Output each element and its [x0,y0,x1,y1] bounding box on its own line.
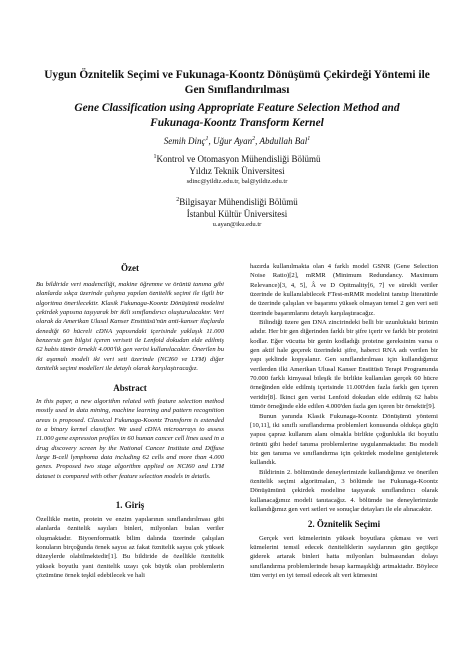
right-column [250,262,438,580]
section-1-heading: 1. Giriş [115,500,145,510]
author-3-affil: 1 [307,136,311,142]
author-1: Semih Dinç [163,136,206,146]
author-2-affil: 2 [252,136,256,142]
paragraph: Bildirinin 2. bölümünde deneylerimizde kullandığımız ve önerilen öznitelik seçimi algoritmaları, 3 bölümde ise Fukunaga-Koontz Dönüşümünü çekirdek modeline taşıyarak sınıflandırıcı olarak kullanacağımız modeli tanıtacağız. 4. bölümde ise deneylerimizde kullandığımız gen veri setleri ve sonuçlar detayları ile ele alınacaktır. [250,468,438,513]
ozet-text: Bu bildiride veri madenciliği, makine öğrenme ve örüntü tanıma gibi alanlarda sıkça üzerinde çalışma yapılan öznitelik seçimi ile ilgili bir algoritma önerilecektir. Klasik Fukunaga-Koontz Dönüşümü modelini çekirdek yapısına taşıyarak bir ikili sınıflandırıcı oluşturulacaktır. Veri olarak da Amerikan Ulusal Kanser Enstitüsü'nün anti-kanser ilaçlarda denediği 60 hücreli cDNA yapısındaki içerisinde yaklaşık 11.000 benzersiz gen bilgisi içeren veriseti ile Lenfoid dokudan elde edilmiş 62 habis tümör örnekli 4.000'lik gen verisi kullanılacaktır. Önerilen bu iki aşamalı modeli iki veri seti üzerinde (NCI60 ve LYM) diğer öznitelik seçimi modelleri ile detaylı olarak karşılaştıracağız. [36,281,224,373]
title-turkish [0,68,474,98]
affiliation-2-marker: 2 [176,197,180,203]
ozet-heading: Özet [121,263,139,273]
affiliation-1-marker: 1 [153,154,157,160]
affiliation-1 [0,153,474,186]
title-turkish-line2: Gen Sınıflandırılması [184,84,290,96]
paragraph: Bilindiği üzere gen DNA zincirindeki belli bir uzunluktaki birimin adıdır. Her bir gen diğerinden farklı bir şifre içerir ve farklı bir proteini kodlar. Eğer vücutta bir genin kodladığı proteine gereksinim varsa o gen aktif hale geçerek üzerindeki şifre, haberci RNA adı verilen bir yapı şeklinde kopyalanır. Gen sınıflandırılması için kullandığımız verilerden ilki Amerikan Ulusal Kanser Enstitüsü Terapi Programında 70.000 farklı kimyasal bileşik ile birlikte kullanılan gerçek 60 hücre örneğinden elde edilmiş içerisinde 11.000'den fazla farklı gen içeren veridir[8]. İkinci gen verisi Lenfoid dokudan elde edilmiş 62 habis tümör örneğinde elde edilen 4.000'den fazla gen içeren bir örnektir[9]. [250,319,438,411]
abstract-text: In this paper, a new algorithm related with feature selection method mostly used in data mining, machine learning and pattern recognition areas is proposed. Classical Fukunaga-Koontz Transform is extended to a binary kernel classifier. We used cDNA microarrays to assess 11.000 gene expression profiles in 60 human cancer cell lines used in a drug discovery screen by the National Cancer Institute and Diffuse large B-cell lymphoma data including 62 cells and more than 4.000 genes. Proposed two stage algorithm applied on NCI60 and LYM dataset is compared with other feature selection models in details. [36,398,224,480]
section-2-heading: 2. Öznitelik Seçimi [307,519,381,530]
author-3: Abdullah Bal [259,136,308,146]
paragraph: hazırda kullanılmakta olan 4 farklı model GSNR (Gene Selection Noise Ratio)[2], mRMR (Minimum Redundancy. Maximum Relevance)[3, 4, 5], Â ve D Opitmality[6, 7] ve sürekli veriler üzerinde de kullanılabilecek FTest-mRMR modelini tanıtıp literatürde de üzerinde çalışılan ve başarımı yüksek olmayan temel 2 gen veri seti üzerinde başarımlarını detaylı karşılaştıracağız. [250,263,438,317]
section-1-text: Özellikle metin, protein ve enzim yapılarının sınıflandırılması gibi alanlarda öznitelik sayıları binleri, milyonları bulan veriler oluşmaktadır. Biyoenformatik bilim dalında üzerinde çalışılan konuların birçoğunda örnek sayısı az fakat öznitelik sayısı çok yüksek düzeylerde olabilmektedir[1]. Bu bildiride de özellikle öznitelik yüksek boyutlu yani öznitelik uzayı çok büyük olan problemlerin çözümüne örnek teşkil edebilecek ve hali [36,516,224,580]
title-english-line2: Fukunaga-Koontz Transform Kernel [150,117,324,129]
affiliation-1-dept: Kontrol ve Otomasyon Mühendisliği Bölümü [156,154,321,164]
affiliation-2-univ: İstanbul Kültür Üniversitesi [186,209,288,219]
affiliation-1-emails: sdinc@yildiz.edu.tr, bal@yildiz.edu.tr [186,178,288,185]
affiliation-2 [0,196,474,229]
author-sep: , [208,136,214,146]
author-sep: , [255,136,260,146]
title-english-line1: Gene Classification using Appropriate Feature Selection Method and [74,102,400,114]
author-1-affil: 1 [205,136,209,142]
abstract-heading: Abstract [113,383,147,393]
title-turkish-line1: Uygun Öznitelik Seçimi ve Fukunaga-Koontz Dönüşümü Çekirdeği Yöntemi ile [44,69,430,81]
title-english [0,101,474,131]
paragraph: Gerçek veri kümelerinin yüksek boyutlara çıkması ve veri kümelerini temsil edecek özniteliklerin sayılarının gün geçtikçe giderek artarak binleri hatta milyonları bulmasından dolayı sınıflandırma problemlerinde hesap karmaşıklığı artmaktadır. Böylece tüm veriyi en iyi temsil edecek alt veri kümesini [250,534,438,579]
author-list [0,136,474,146]
paragraph: Bunun yanında Klasik Fukunaga-Koontz Dönüşümü yöntemi [10,11], iki sınıflı sınıflandırma problemleri konusunda oldukça güçlü yapısı çapraz kullanım alanı olmakla birlikte çoğunlukla iki boyutlu örüntü gibi hedef tanıma problemlerine uygulanmaktadır. Bu modeli biz gen tanıma ve sınıflandırma için çekirdek modeline genişleterek kullandık. [250,412,438,467]
affiliation-2-dept: Bilgisayar Mühendisliği Bölümü [179,197,298,207]
author-2: Uğur Ayan [213,136,253,146]
affiliation-1-univ: Yıldız Teknik Üniversitesi [189,166,285,176]
affiliation-2-emails: u.ayan@iku.edu.tr [212,221,262,228]
